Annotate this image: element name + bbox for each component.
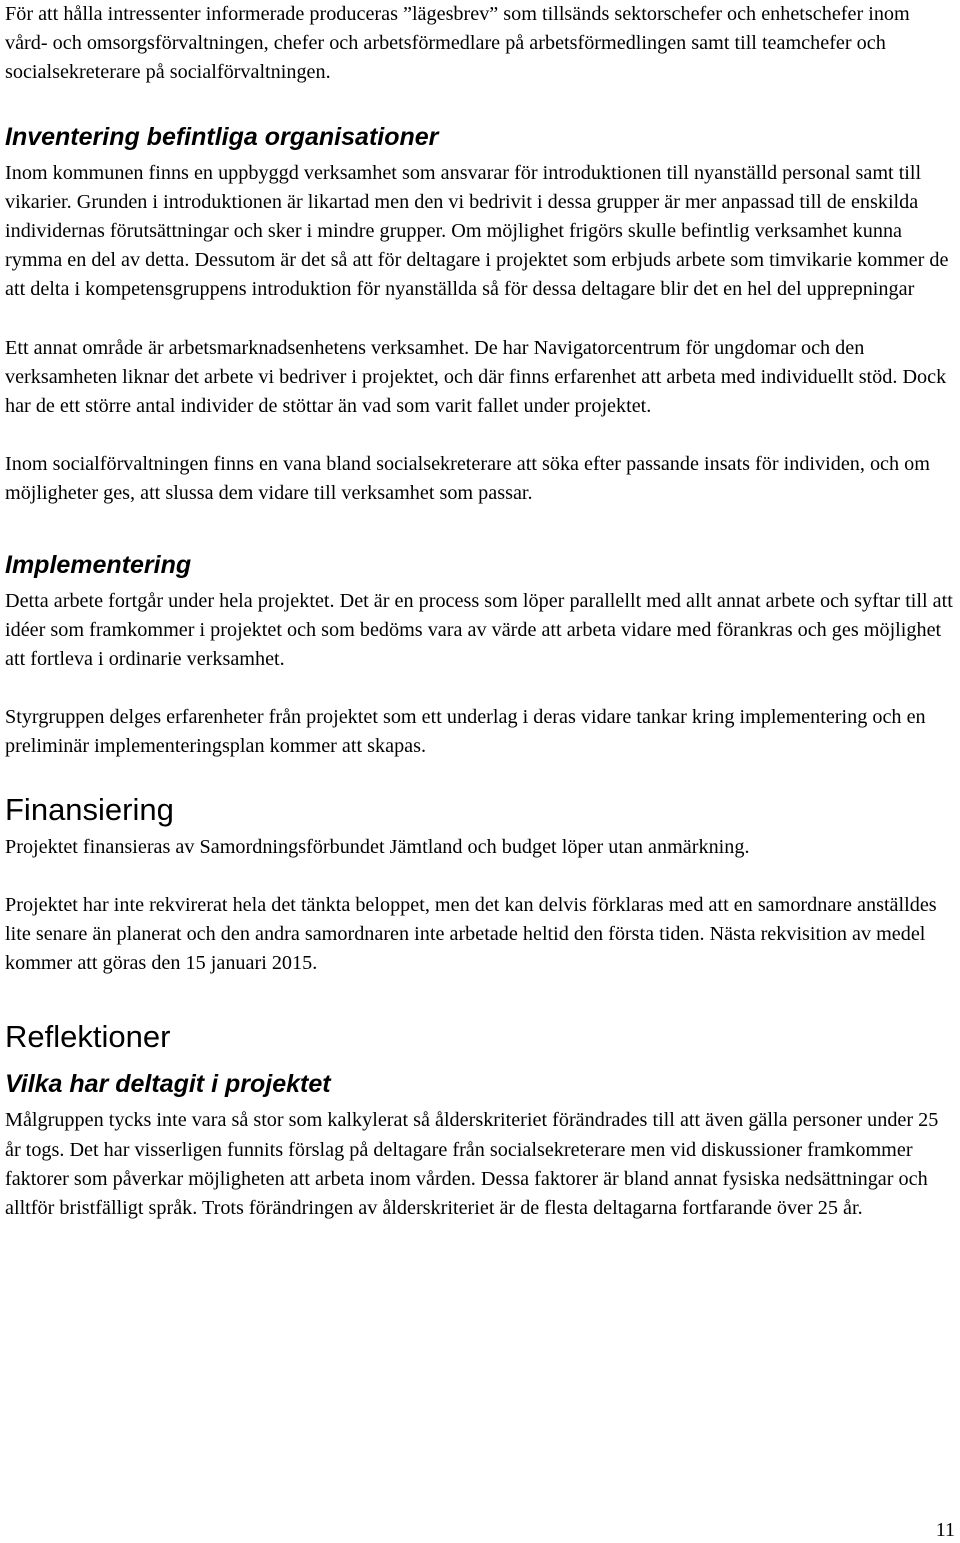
inventering-paragraph-1: Inom kommunen finns en uppbyggd verksamhet som ansvarar för introduktionen till nyanställd personal samt till vikarier. Grunden i introduktionen är likartad men den vi bedrivit i dessa grupper är mer anpassad till de enskilda individernas förutsättningar och sker i mindre grupper. Om möjlighet frigörs skulle befintlig verksamhet kunna rymma en del av detta. Dessutom är det så att för deltagare i projektet som erbjuds arbete som timvikarie kommer de att delta i kompetensgruppens introduktion för nyanställda så för dessa deltagare blir det en hel del upprepningar (5, 161, 949, 301)
reflektioner-paragraph-1: Målgruppen tycks inte vara så stor som kalkylerat så ålderskriteriet förändrades till att även gälla personer under 25 år togs. Det har visserligen funnits förslag på deltagare från socialsekreterare men vid diskussioner framkommer faktorer som påverkar möjligheten att arbeta inom vården. Dessa faktorer är bland annat fysiska nedsättningar och alltför bristfälligt språk. Trots förändringen av ålderskriteriet är de flesta deltagarna fortfarande över 25 år. (5, 1109, 939, 1220)
inventering-paragraph-2: Ett annat område är arbetsmarknadsenhetens verksamhet. De har Navigatorcentrum för ungdomar och den verksamheten liknar det arbete vi bedriver i projektet, och där finns erfarenhet att arbeta med individuellt stöd. Dock har de ett större antal individer de stöttar än vad som varit fallet under projektet. (5, 336, 947, 418)
implementering-paragraph-1: Detta arbete fortgår under hela projektet. Det är en process som löper parallellt med allt annat arbete och syftar till att idéer som framkommer i projektet och som bedöms vara av värde att arbeta vidare med förankras och ges möjlighet att fortleva i ordinarie verksamhet. (5, 589, 953, 671)
subheading-vilka-har-deltagit: Vilka har deltagit i projektet (5, 1070, 331, 1099)
heading-implementering: Implementering (5, 550, 192, 579)
heading-inventering: Inventering befintliga organisationer (5, 122, 439, 151)
finansiering-paragraph-1: Projektet finansieras av Samordningsförbundet Jämtland och budget löper utan anmärkning. (5, 835, 750, 858)
inventering-paragraph-3: Inom socialförvaltningen finns en vana bland socialsekreterare att söka efter passande insats för individen, och om möjligheter ges, att slussa dem vidare till verksamhet som passar. (5, 453, 930, 505)
finansiering-paragraph-2: Projektet har inte rekvirerat hela det tänkta beloppet, men det kan delvis förklaras med att en samordnare anställdes lite senare än planerat och den andra samordnaren inte arbetade heltid den första tiden. Nästa rekvisition av medel kommer att göras den 15 januari 2015. (5, 893, 937, 975)
document-page (5, 0, 957, 1223)
intro-paragraph: För att hålla intressenter informerade produceras ”lägesbrev” som tillsänds sektorschefer och enhetschefer inom vård- och omsorgsförvaltningen, chefer och arbetsförmedlare på arbetsförmedlingen samt till teamchefer och socialsekreterare på socialförvaltningen. (5, 3, 910, 84)
implementering-paragraph-2: Styrgruppen delges erfarenheter från projektet som ett underlag i deras vidare tankar kring implementering och en preliminär implementeringsplan kommer att skapas. (5, 706, 926, 758)
heading-finansiering: Finansiering (5, 791, 174, 827)
page-number: 11 (935, 1519, 955, 1541)
heading-reflektioner: Reflektioner (5, 1019, 171, 1055)
